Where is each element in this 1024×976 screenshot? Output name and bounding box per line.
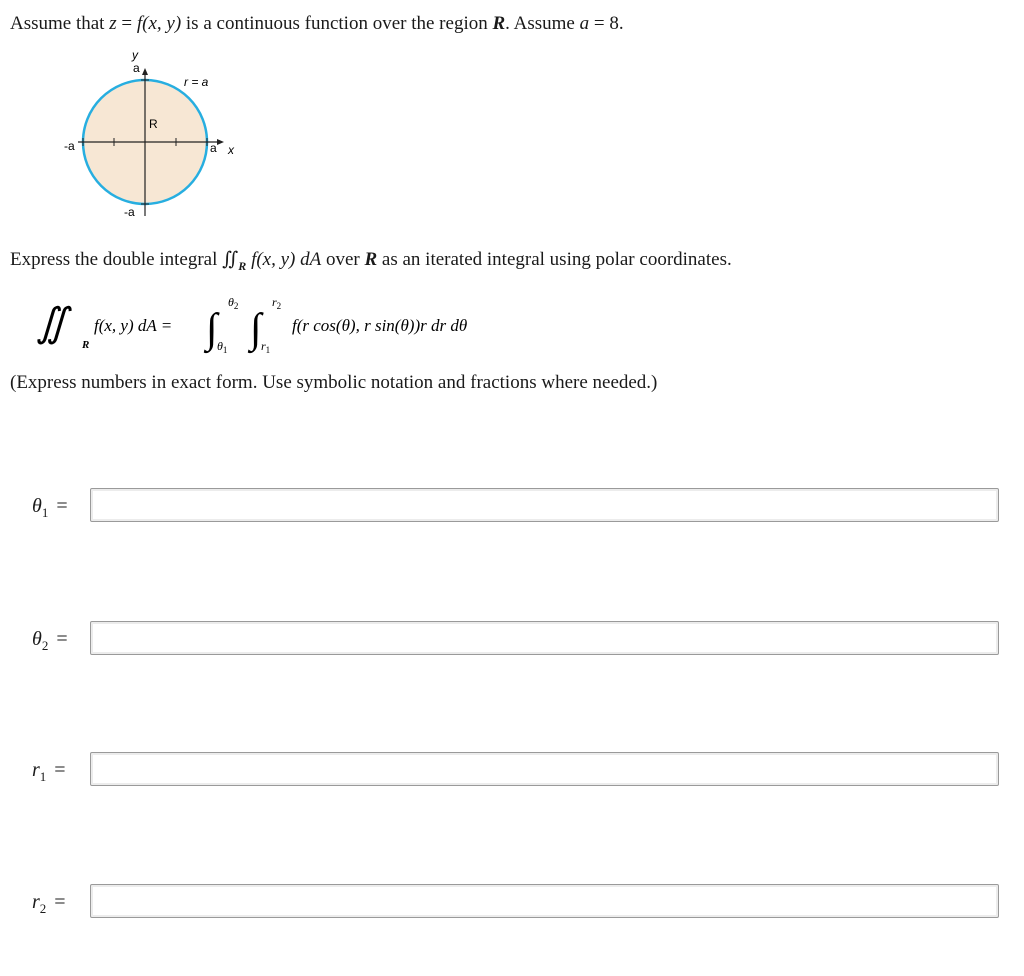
answer-row-r2	[0, 884, 1024, 920]
prompt-over: over	[321, 249, 365, 270]
r1-label: $r_1$ =	[32, 759, 66, 784]
problem-prompt	[10, 248, 732, 274]
region-label: R	[149, 117, 158, 131]
intro-text: Assume that	[10, 13, 110, 34]
intro-eq1: =	[116, 13, 137, 34]
intro-a-value: = 8.	[589, 13, 624, 34]
right-tick-label: a	[210, 141, 217, 155]
rhs-integrand: f(r cos(θ), r sin(θ))r dr dθ	[292, 316, 468, 335]
iterated-integral-equation	[36, 290, 556, 360]
problem-intro	[10, 13, 624, 35]
x-axis-arrow	[217, 139, 224, 145]
theta2-input[interactable]	[90, 621, 999, 655]
y-axis-arrow	[142, 68, 148, 75]
r1-input[interactable]	[90, 752, 999, 786]
answer-row-theta1	[0, 488, 1024, 524]
r2-label: $r_2$ =	[32, 891, 66, 916]
intro-region: R	[492, 13, 506, 34]
outer-integral-sign: ∫	[206, 306, 218, 352]
prompt-text: Express the double integral	[10, 249, 223, 270]
answer-row-r1	[0, 752, 1024, 788]
bottom-tick-label: -a	[124, 205, 135, 219]
double-integral-sign: ∬	[36, 300, 68, 345]
intro-assume: . Assume	[505, 13, 580, 34]
inner-lower-limit: $r_1$	[261, 339, 271, 355]
outer-upper-limit: $\theta_2$	[228, 295, 239, 311]
answer-row-theta2	[0, 621, 1024, 657]
instructions-note: (Express numbers in exact form. Use symbolic notation and fractions where needed.)	[10, 372, 658, 393]
x-axis-label: x	[228, 143, 234, 157]
prompt-suffix: as an iterated integral using polar coordinates.	[377, 249, 732, 270]
theta1-input[interactable]	[90, 488, 999, 522]
inner-upper-limit: $r_2$	[272, 295, 282, 311]
inner-integral-sign: ∫	[250, 306, 262, 352]
prompt-fxy: f(x, y) dA	[246, 249, 322, 270]
intro-fxy: f(x, y)	[136, 13, 182, 34]
double-integral-region: R	[82, 339, 90, 351]
prompt-region: R	[364, 249, 378, 270]
theta2-label: $\theta_2$ =	[32, 628, 68, 653]
intro-mid: is a continuous function over the region	[181, 13, 493, 34]
region-diagram	[54, 46, 254, 226]
intro-z: z	[109, 13, 117, 34]
circle-label: r = a	[184, 75, 209, 89]
outer-lower-limit: $\theta_1$	[217, 339, 228, 355]
theta1-label: $\theta_1$ =	[32, 495, 68, 520]
r2-input[interactable]	[90, 884, 999, 918]
top-tick-label: a	[133, 61, 140, 75]
prompt-double-integral: ∬	[222, 249, 239, 270]
intro-a: a	[579, 13, 590, 34]
y-axis-label: y	[132, 48, 138, 62]
left-tick-label: -a	[64, 139, 75, 153]
prompt-region-sub: R	[238, 258, 247, 273]
lhs-integrand: f(x, y) dA =	[94, 316, 173, 335]
